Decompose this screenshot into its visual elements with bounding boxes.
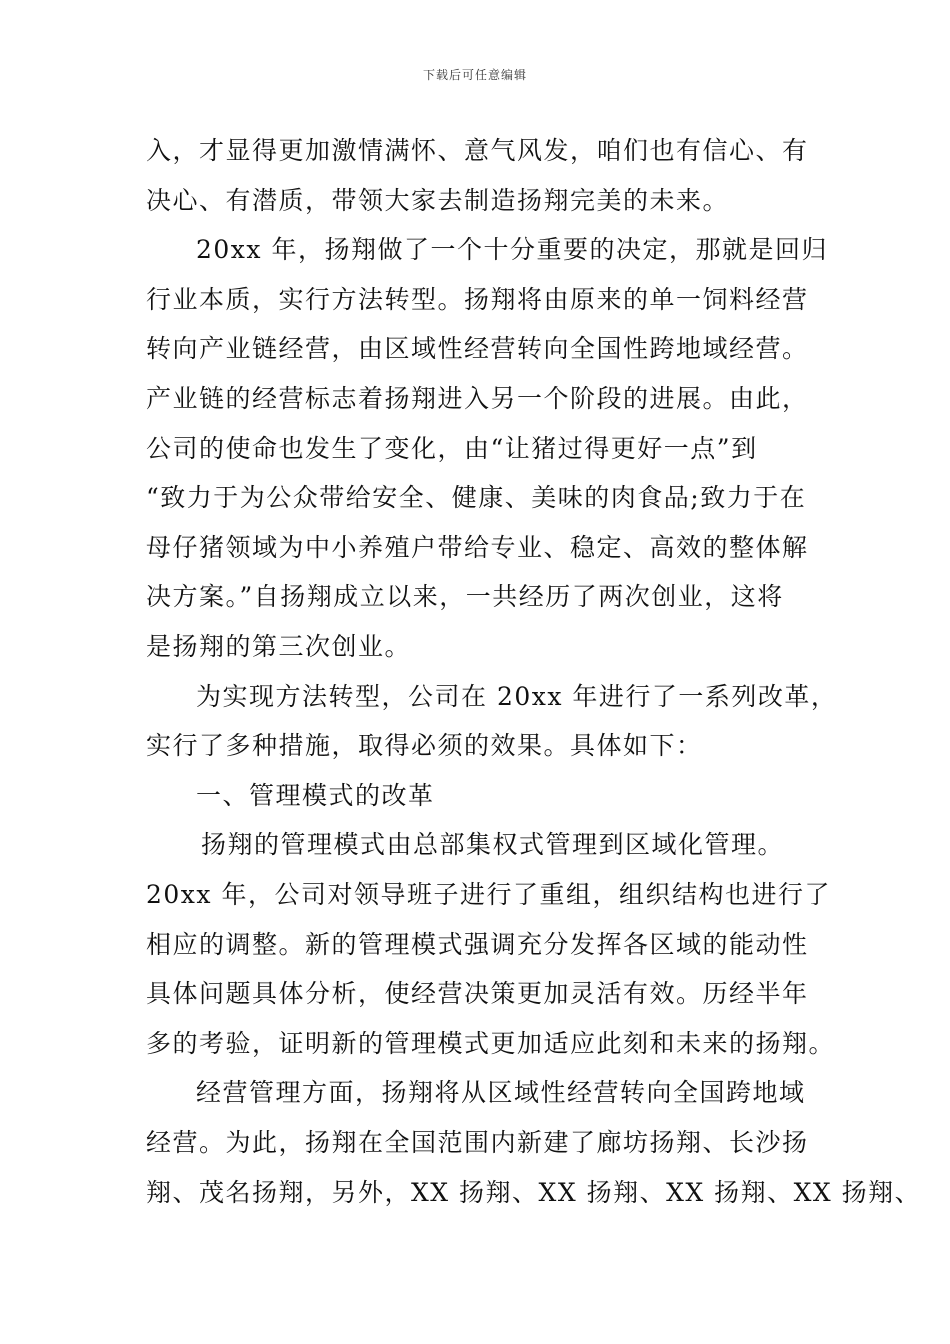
section-heading: 一、管理模式的改革 [196,781,435,810]
text-line: 经营管理方面，扬翔将从区域性经营转向全国跨地域 [196,1078,806,1107]
text-line: 决心、有潜质，带领大家去制造扬翔完美的未来。 [146,186,730,215]
text-line: 母仔猪领域为中小养殖户带给专业、稳定、高效的整体解 [146,533,809,562]
text-line: 行业本质，实行方法转型。扬翔将由原来的单一饲料经营 [146,285,809,314]
text-line: 经营。为此，扬翔在全国范围内新建了廊坊扬翔、长沙扬 [146,1128,809,1157]
text-line: 入，才显得更加激情满怀、意气风发，咱们也有信心、有 [146,136,809,165]
text-line: 多的考验，证明新的管理模式更加适应此刻和未来的扬翔。 [146,1029,836,1058]
text-line: “致力于为公众带给安全、健康、美味的肉食品;致力于在 [146,483,807,512]
text-line: 是扬翔的第三次创业。 [146,632,412,661]
text-line: 具体问题具体分析，使经营决策更加灵活有效。历经半年 [146,979,809,1008]
text-line: 20xx 年，公司对领导班子进行了重组，组织结构也进行了 [146,880,831,909]
text-line: 翔、茂名扬翔，另外，XX 扬翔、XX 扬翔、XX 扬翔、XX 扬翔、 [146,1178,922,1207]
text-line: 公司的使命也发生了变化，由“让猪过得更好一点”到 [146,434,758,463]
text-line: 转向产业链经营，由区域性经营转向全国性跨地域经营。 [146,334,809,363]
text-line: 实行了多种措施，取得必须的效果。具体如下： [146,731,703,760]
text-line: 扬翔的管理模式由总部集权式管理到区域化管理。 [201,830,785,859]
page-header: 下载后可任意编辑 [422,68,527,82]
text-line: 决方案。”自扬翔成立以来，一共经历了两次创业，这将 [146,582,784,611]
text-line: 20xx 年，扬翔做了一个十分重要的决定，那就是回归 [196,235,828,264]
text-line: 产业链的经营标志着扬翔进入另一个阶段的进展。由此， [146,384,809,413]
text-line: 为实现方法转型，公司在 20xx 年进行了一系列改革， [196,682,838,711]
text-line: 相应的调整。新的管理模式强调充分发挥各区域的能动性 [146,930,809,959]
